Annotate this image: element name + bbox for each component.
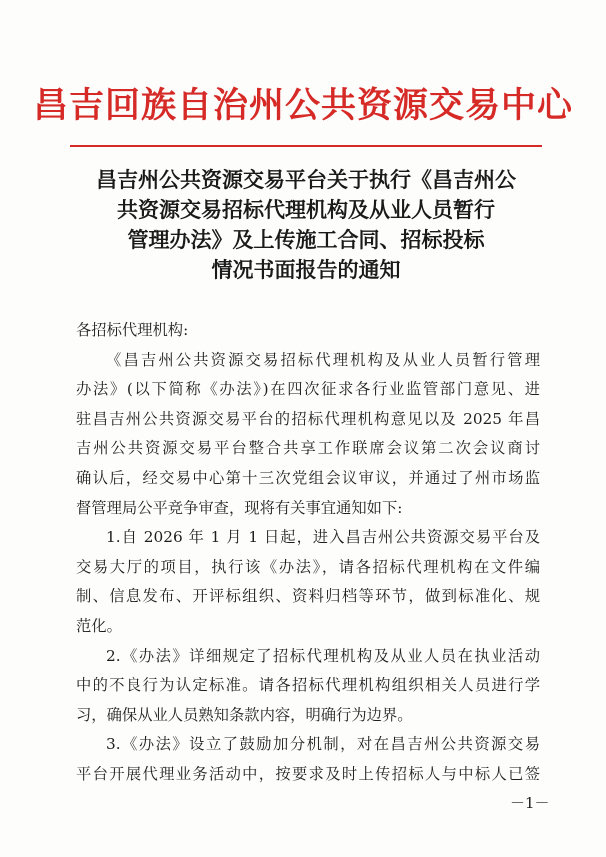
paragraph-line: 吉州公共资源交易平台整合共享工作联席会议第二次会议商讨 — [76, 439, 540, 458]
paragraph-line: 《昌吉州公共资源交易招标代理机构及从业人员暂行管理 — [106, 350, 540, 369]
paragraph-intro — [76, 346, 540, 524]
notice-title-line: 昌吉州公共资源交易平台关于执行《昌吉州公 — [96, 167, 516, 192]
notice-title-line: 情况书面报告的通知 — [211, 257, 401, 282]
paragraph-line: 2.《办法》详细规定了招标代理机构及从业人员在执业活动 — [106, 646, 540, 665]
letterhead-red-rule — [70, 145, 542, 147]
paragraph-line: 交易大厅的项目，执行该《办法》，请各招标代理机构在文件编 — [76, 557, 540, 576]
paragraph-item-3 — [76, 730, 540, 789]
salutation: 各招标代理机构: — [76, 321, 189, 339]
notice-title-line: 共资源交易招标代理机构及从业人员暂行 — [117, 197, 495, 222]
paragraph-item-2 — [76, 642, 540, 731]
paragraph-line: 平台开展代理业务活动中，按要求及时上传招标人与中标人已签 — [76, 764, 540, 783]
notice-body — [76, 316, 540, 790]
paragraph-line: 驻昌吉州公共资源交易平台的招标代理机构意见以及 2025 年昌 — [76, 409, 540, 428]
notice-title-line: 管理办法》及上传施工合同、招标投标 — [127, 227, 485, 252]
paragraph-line: 确认后，经交易中心第十三次党组会议审议，并通过了州市场监 — [76, 468, 540, 487]
letterhead-org-name: 昌吉回族自治州公共资源交易中心 — [32, 85, 573, 126]
paragraph-line: 督管理局公平竞争审查，现将有关事宜通知如下: — [76, 498, 403, 517]
notice-title — [70, 165, 542, 285]
paragraph-line: 中的不良行为认定标准。请各招标代理机构组织相关人员进行学 — [76, 676, 540, 695]
paragraph-line: 1.自 2026 年 1 月 1 日起，进入昌吉州公共资源交易平台及 — [106, 528, 540, 547]
paragraph-line: 范化。 — [76, 616, 122, 635]
paragraph-line: 习，确保从业人员熟知条款内容，明确行为边界。 — [76, 705, 413, 724]
paragraph-line: 3.《办法》设立了鼓励加分机制，对在昌吉州公共资源交易 — [106, 735, 540, 754]
paragraph-item-1 — [76, 523, 540, 641]
paragraph-line: 制、信息发布、开评标组织、资料归档等环节，做到标准化、规 — [76, 587, 540, 606]
paragraph-line: 办法》(以下简称《办法》)在四次征求各行业监管部门意见、进 — [76, 380, 540, 399]
page-number: －1－ — [510, 794, 550, 812]
